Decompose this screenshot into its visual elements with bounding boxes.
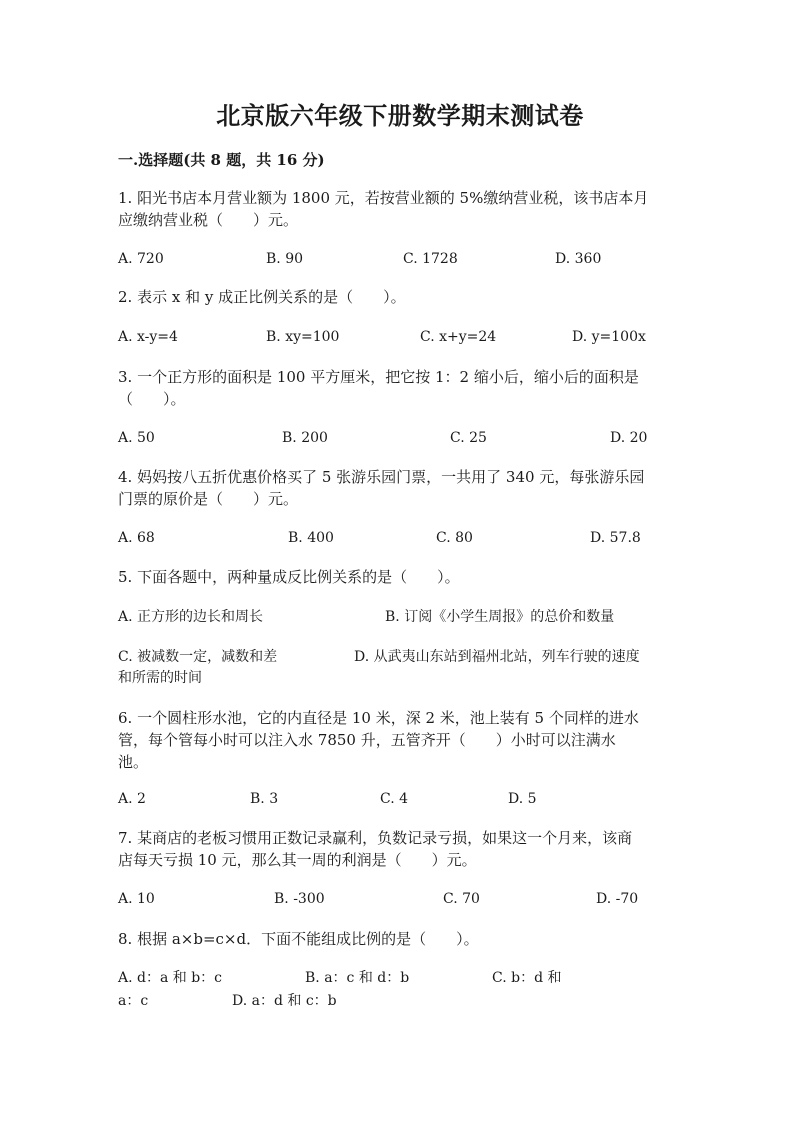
question-line: 店每天亏损 10 元，那么其一周的利润是（ ）元。 xyxy=(118,851,477,869)
question-line: 8. 根据 a×b=c×d．下面不能组成比例的是（ ）。 xyxy=(118,930,479,948)
option-c: C. 80 xyxy=(436,530,473,546)
option-c: C. 70 xyxy=(443,891,480,907)
question-3 xyxy=(118,366,688,410)
question-line: 5. 下面各题中，两种量成反比例关系的是（ ）。 xyxy=(118,568,460,586)
option-d: D. a：d 和 c：b xyxy=(232,993,337,1009)
option-c: C. b：d 和 xyxy=(492,970,562,986)
question-line: 管，每个管每小时可以注入水 7850 升，五管齐开（ ）小时可以注满水 xyxy=(118,731,616,749)
question-line: 2. 表示 x 和 y 成正比例关系的是（ ）。 xyxy=(118,288,406,306)
option-d: D. -70 xyxy=(596,891,639,907)
option-c-continued: a：c xyxy=(118,993,149,1009)
question-4 xyxy=(118,466,688,510)
question-line: 4. 妈妈按八五折优惠价格买了 5 张游乐园门票，一共用了 340 元，每张游乐园 xyxy=(118,468,645,486)
question-line: 池。 xyxy=(118,753,149,771)
option-d-continued: 和所需的时间 xyxy=(118,670,202,686)
option-d: D. 从武夷山东站到福州北站，列车行驶的速度 xyxy=(354,649,640,665)
question-1 xyxy=(118,187,688,231)
option-c: C. 1728 xyxy=(403,251,458,267)
question-2 xyxy=(118,286,688,308)
option-a: A. 50 xyxy=(118,430,155,446)
option-a: A. x-y=4 xyxy=(118,329,178,345)
option-c: C. 被减数一定，减数和差 xyxy=(118,649,278,665)
option-a: A. d：a 和 b：c xyxy=(118,970,223,986)
question-8 xyxy=(118,928,688,950)
option-a: A. 720 xyxy=(118,251,164,267)
option-c: C. x+y=24 xyxy=(420,329,497,345)
section-heading: 一.选择题(共 8 题，共 16 分) xyxy=(118,151,325,169)
question-line: （ ）。 xyxy=(118,390,186,408)
question-line: 7. 某商店的老板习惯用正数记录赢利，负数记录亏损，如果这一个月来，该商 xyxy=(118,829,633,847)
option-d: D. 360 xyxy=(555,251,602,267)
question-line: 3. 一个正方形的面积是 100 平方厘米，把它按 1：2 缩小后，缩小后的面积是 xyxy=(118,368,639,386)
option-b: B. 3 xyxy=(250,791,279,807)
option-b: B. 订阅《小学生周报》的总价和数量 xyxy=(385,609,615,625)
option-c: C. 25 xyxy=(450,430,487,446)
option-b: B. xy=100 xyxy=(266,329,340,345)
question-6 xyxy=(118,707,688,773)
option-b: B. a：c 和 d：b xyxy=(305,970,410,986)
option-c: C. 4 xyxy=(380,791,409,807)
option-a: A. 10 xyxy=(118,891,155,907)
page-title: 北京版六年级下册数学期末测试卷 xyxy=(216,101,584,130)
option-b: B. 200 xyxy=(282,430,328,446)
option-d: D. 20 xyxy=(610,430,648,446)
question-line: 6. 一个圆柱形水池，它的内直径是 10 米，深 2 米，池上装有 5 个同样的进水 xyxy=(118,709,639,727)
question-line: 应缴纳营业税（ ）元。 xyxy=(118,211,299,229)
option-d: D. 5 xyxy=(508,791,537,807)
option-d: D. 57.8 xyxy=(590,530,641,546)
question-5 xyxy=(118,566,688,588)
option-a: A. 2 xyxy=(118,791,146,807)
option-b: B. -300 xyxy=(274,891,325,907)
question-line: 1. 阳光书店本月营业额为 1800 元，若按营业额的 5%缴纳营业税，该书店本月 xyxy=(118,189,649,207)
question-line: 门票的原价是（ ）元。 xyxy=(118,490,299,508)
option-b: B. 90 xyxy=(266,251,304,267)
option-a: A. 正方形的边长和周长 xyxy=(118,609,264,625)
option-d: D. y=100x xyxy=(572,329,646,345)
option-a: A. 68 xyxy=(118,530,155,546)
option-b: B. 400 xyxy=(288,530,334,546)
question-7 xyxy=(118,827,688,871)
